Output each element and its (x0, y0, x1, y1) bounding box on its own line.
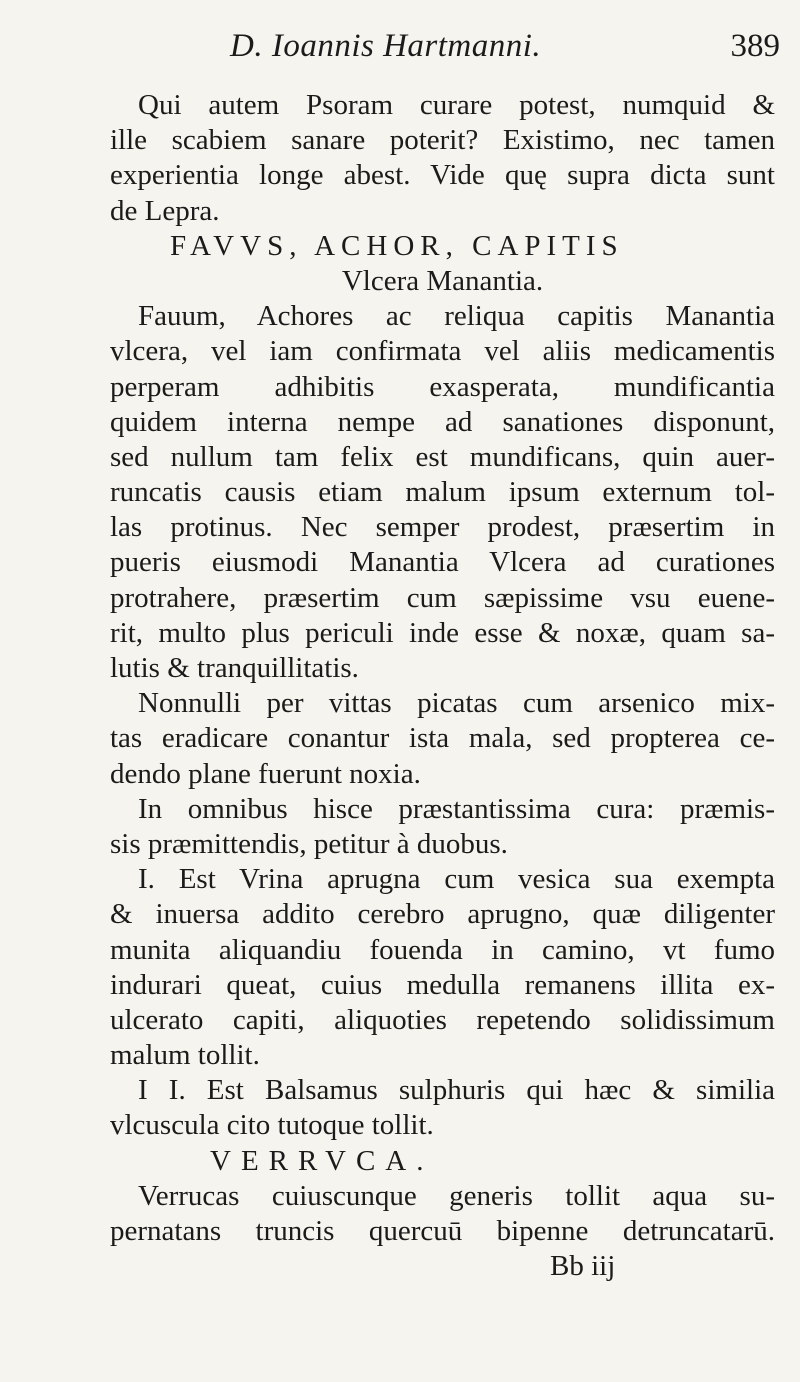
text-line: tas eradicare conantur ista mala, sed propterea ce- (110, 722, 775, 755)
text-line: & inuersa addito cerebro aprugno, quæ diligenter (110, 898, 775, 931)
text-line: las protinus. Nec semper prodest, præsertim in (110, 511, 775, 544)
text-line: ille scabiem sanare poterit? Existimo, nec tamen (110, 124, 775, 157)
section-subheading: Vlcera Manantia. (341, 264, 544, 297)
text-line: munita aliquandiu fouenda in camino, vt fumo (110, 933, 775, 966)
text-line: Qui autem Psoram curare potest, numquid & (138, 89, 775, 121)
text-line: protrahere, præsertim cum sæpissime vsu euene- (110, 581, 775, 614)
text-line: lutis & tranquillitatis. (110, 652, 359, 684)
text-line: ulcerato capiti, aliquoties repetendo solidissimum (110, 1003, 775, 1036)
text-line: runcatis causis etiam malum ipsum externum tol- (110, 476, 775, 509)
text-line: quidem interna nempe ad sanationes disponunt, (110, 405, 775, 438)
text-line: experientia longe abest. Vide quę supra dicta sunt (110, 159, 775, 192)
text-line: Verrucas cuiuscunque generis tollit aqua su- (138, 1179, 775, 1212)
text-line: de Lepra. (110, 194, 220, 227)
signature-mark: Bb iij (550, 1250, 616, 1283)
section-heading: VERRVCA. (210, 1144, 434, 1177)
running-title: D. Ioannis Hartmanni. (230, 28, 542, 64)
text-line: I I. Est Balsamus sulphuris qui hæc & similia (138, 1074, 775, 1107)
text-line: malum tollit. (110, 1039, 260, 1072)
text-line: dendo plane fuerunt noxia. (110, 757, 421, 790)
text-line: pueris eiusmodi Manantia Vlcera ad curationes (110, 546, 775, 579)
text-line: rit, multo plus periculi inde esse & noxæ, quam sa- (110, 616, 775, 649)
text-line: vlcuscula cito tutoque tollit. (110, 1109, 434, 1142)
page-number: 389 (730, 28, 780, 64)
body-text (110, 88, 775, 1284)
text-line: In omnibus hisce præstantissima cura: præmis- (138, 792, 775, 825)
text-line: indurari queat, cuius medulla remanens illita ex- (110, 968, 775, 1001)
text-line: pernatans truncis quercuū bipenne detruncatarū. (110, 1215, 775, 1247)
text-line: vlcera, vel iam confirmata vel aliis medicamentis (110, 335, 775, 368)
text-line: sed nullum tam felix est mundificans, quin auer- (110, 440, 775, 473)
running-header (230, 28, 790, 76)
text-line: Nonnulli per vittas picatas cum arsenico mix- (138, 687, 775, 720)
text-line: Fauum, Achores ac reliqua capitis Manantia (138, 300, 775, 333)
text-line: I. Est Vrina aprugna cum vesica sua exempta (138, 863, 775, 896)
text-line: sis præmittendis, petitur à duobus. (110, 827, 508, 860)
section-heading: FAVVS, ACHOR, CAPITIS (170, 229, 624, 262)
text-line: perperam adhibitis exasperata, mundificantia (110, 370, 775, 403)
